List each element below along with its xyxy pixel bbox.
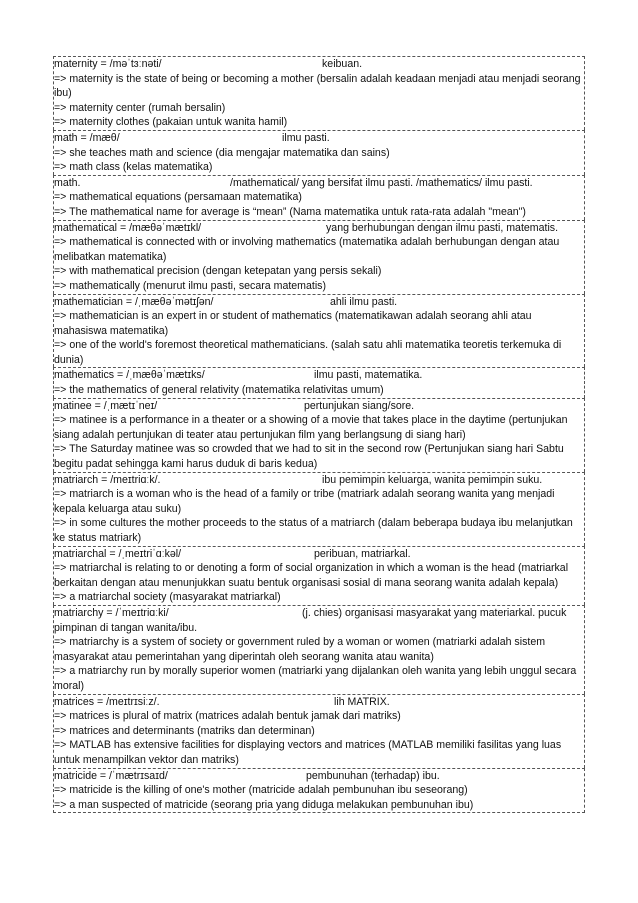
- entry-example: => matrices is plural of matrix (matrices adalah bentuk jamak dari matriks): [54, 710, 401, 723]
- entry-example: => she teaches math and science (dia mengajar matematika dan sains): [54, 146, 390, 159]
- entry-term: math = /mæθ/: [54, 131, 120, 144]
- entry-term: matrices = /meɪtrɪsiːz/.: [54, 695, 160, 708]
- entry-term: matriarch = /meɪtriɑːk/.: [54, 473, 161, 486]
- entry-example: => mathematical is connected with or involving mathematics (matematika adalah berhubungan dengan atau melibatkan matematika): [54, 236, 560, 263]
- entry-term: matinee = /ˌmætɪˈneɪ/: [54, 399, 158, 412]
- entry-header: [54, 295, 584, 310]
- entry-example: => matriarchy is a system of society or government ruled by a woman or women (matriarki adalah sistem masyarakat atau pemerintahan yang diperintah oleh seorang wanita atau wanita): [54, 636, 546, 663]
- entry-header: [54, 606, 584, 635]
- entry-header: [54, 176, 584, 191]
- entry-example: => maternity is the state of being or becoming a mother (bersalin adalah keadaan menjadi atau menjadi seorang ibu): [54, 72, 581, 100]
- entry-term: matriarchal = /ˌmeɪtriˈɑːkəl/: [54, 547, 182, 560]
- dictionary-entry: [53, 398, 585, 472]
- entry-example: => a matriarchy run by morally superior women (matriarki yang dijalankan oleh wanita yang lebih unggul secara moral): [54, 665, 577, 692]
- entry-header: [54, 547, 584, 562]
- entry-meaning: pembunuhan (terhadap) ibu.: [306, 769, 440, 782]
- entry-meaning: peribuan, matriarkal.: [314, 547, 411, 560]
- entry-example: => one of the world's foremost theoretical mathematicians. (salah satu ahli matematika teoretis terkemuka di dunia): [54, 339, 562, 366]
- dictionary-entry: [53, 220, 585, 294]
- entry-meaning: pertunjukan siang/sore.: [304, 399, 415, 412]
- entry-example: => The mathematical name for average is “mean” (Nama matematika untuk rata-rata adalah "mean"): [54, 205, 526, 218]
- entry-header: [54, 695, 584, 710]
- entry-example: => the mathematics of general relativity (matematika relativitas umum): [54, 384, 384, 397]
- entry-meaning: lih MATRIX.: [334, 695, 390, 708]
- entry-meaning: ibu pemimpin keluarga, wanita pemimpin suku.: [322, 473, 543, 486]
- entry-header: [54, 473, 584, 488]
- entry-example: => MATLAB has extensive facilities for displaying vectors and matrices (MATLAB memiliki fasilitas yang luas untuk menampilkan vektor dan matriks): [54, 739, 562, 766]
- entry-term: maternity = /məˈtɜːnəti/: [54, 58, 162, 70]
- entry-example: => math class (kelas matematika): [54, 161, 213, 174]
- entry-term: math.: [54, 176, 81, 189]
- entry-header: [54, 131, 584, 146]
- entry-example: => mathematician is an expert in or student of mathematics (matematikawan adalah seorang ahli atau mahasiswa matematika): [54, 310, 532, 337]
- dictionary-page: [53, 56, 585, 813]
- entry-example: => maternity clothes (pakaian untuk wanita hamil): [54, 116, 288, 129]
- entry-header: [54, 221, 584, 236]
- entry-header: [54, 399, 584, 414]
- entry-term: matricide = /ˈmætrɪsaɪd/: [54, 769, 168, 782]
- entry-term: mathematical = /mæθəˈmætɪkl/: [54, 221, 202, 234]
- entry-example: => matrices and determinants (matriks dan determinan): [54, 724, 315, 737]
- entry-term: matriarchy = /ˈmeɪtriɑːki/: [54, 606, 169, 619]
- entry-example: => matriarch is a woman who is the head of a family or tribe (matriark adalah seorang wanita yang menjadi kepala keluarga atau suku): [54, 488, 555, 515]
- entry-meaning: ilmu pasti, matematika.: [314, 369, 423, 382]
- dictionary-entry: [53, 367, 585, 397]
- entry-example: => in some cultures the mother proceeds to the status of a matriarch (dalam beberapa budaya ibu melanjutkan ke status matriark): [54, 517, 573, 544]
- entry-header: [54, 769, 584, 784]
- entry-meaning: ilmu pasti.: [282, 131, 330, 144]
- entry-example: => The Saturday matinee was so crowded that we had to sit in the second row (Pertunjukan siang hari Sabtu begitu padat sehingga kami harus duduk di baris kedua): [54, 443, 564, 471]
- dictionary-entry: [53, 56, 585, 130]
- dictionary-entry: [53, 294, 585, 368]
- entry-example: => matinee is a performance in a theater or a showing of a movie that takes place in the daytime (pertunjukan siang adalah pertunjukan di teater atau pertunjukan film yang berlangsung di siang hari): [54, 414, 568, 441]
- entry-meaning: ahli ilmu pasti.: [330, 295, 398, 308]
- dictionary-entry: [53, 472, 585, 546]
- dictionary-entry: [53, 605, 585, 694]
- entry-term: mathematics = /ˌmæθəˈmætɪks/: [54, 369, 205, 382]
- dictionary-entry: [53, 130, 585, 175]
- entry-meaning: keibuan.: [322, 58, 363, 70]
- entry-example: => mathematical equations (persamaan matematika): [54, 191, 302, 204]
- entry-example: => a matriarchal society (masyarakat matriarkal): [54, 591, 281, 604]
- entry-example: => matricide is the killing of one's mother (matricide adalah pembunuhan ibu seseorang): [54, 784, 468, 797]
- dictionary-entry: [53, 694, 585, 768]
- dictionary-entry: [53, 175, 585, 220]
- entry-header: [54, 57, 584, 72]
- entry-meaning: /mathematical/ yang bersifat ilmu pasti. /mathematics/ ilmu pasti.: [230, 176, 533, 189]
- dictionary-entry: [53, 768, 585, 814]
- dictionary-entry: [53, 546, 585, 605]
- entry-meaning: yang berhubungan dengan ilmu pasti, matematis.: [326, 221, 559, 234]
- entry-example: => mathematically (menurut ilmu pasti, secara matematis): [54, 279, 327, 292]
- entry-meaning: (j. chies) organisasi masyarakat yang materiarkal. pucuk pimpinan di tangan wanita/ibu.: [54, 606, 567, 634]
- entry-example: => with mathematical precision (dengan ketepatan yang persis sekali): [54, 265, 382, 278]
- entry-example: => maternity center (rumah bersalin): [54, 101, 226, 114]
- entry-header: [54, 368, 584, 383]
- entry-example: => a man suspected of matricide (seorang pria yang diduga melakukan pembunuhan ibu): [54, 798, 474, 811]
- entry-example: => matriarchal is relating to or denoting a form of social organization in which a woman is the head (matriarkal berkaitan dengan atau menunjukkan suatu bentuk organisasi sosial di mana seorang wanita adalah kepala): [54, 562, 569, 589]
- entry-term: mathematician = /ˌmæθəˈmətɪʃən/: [54, 295, 214, 308]
